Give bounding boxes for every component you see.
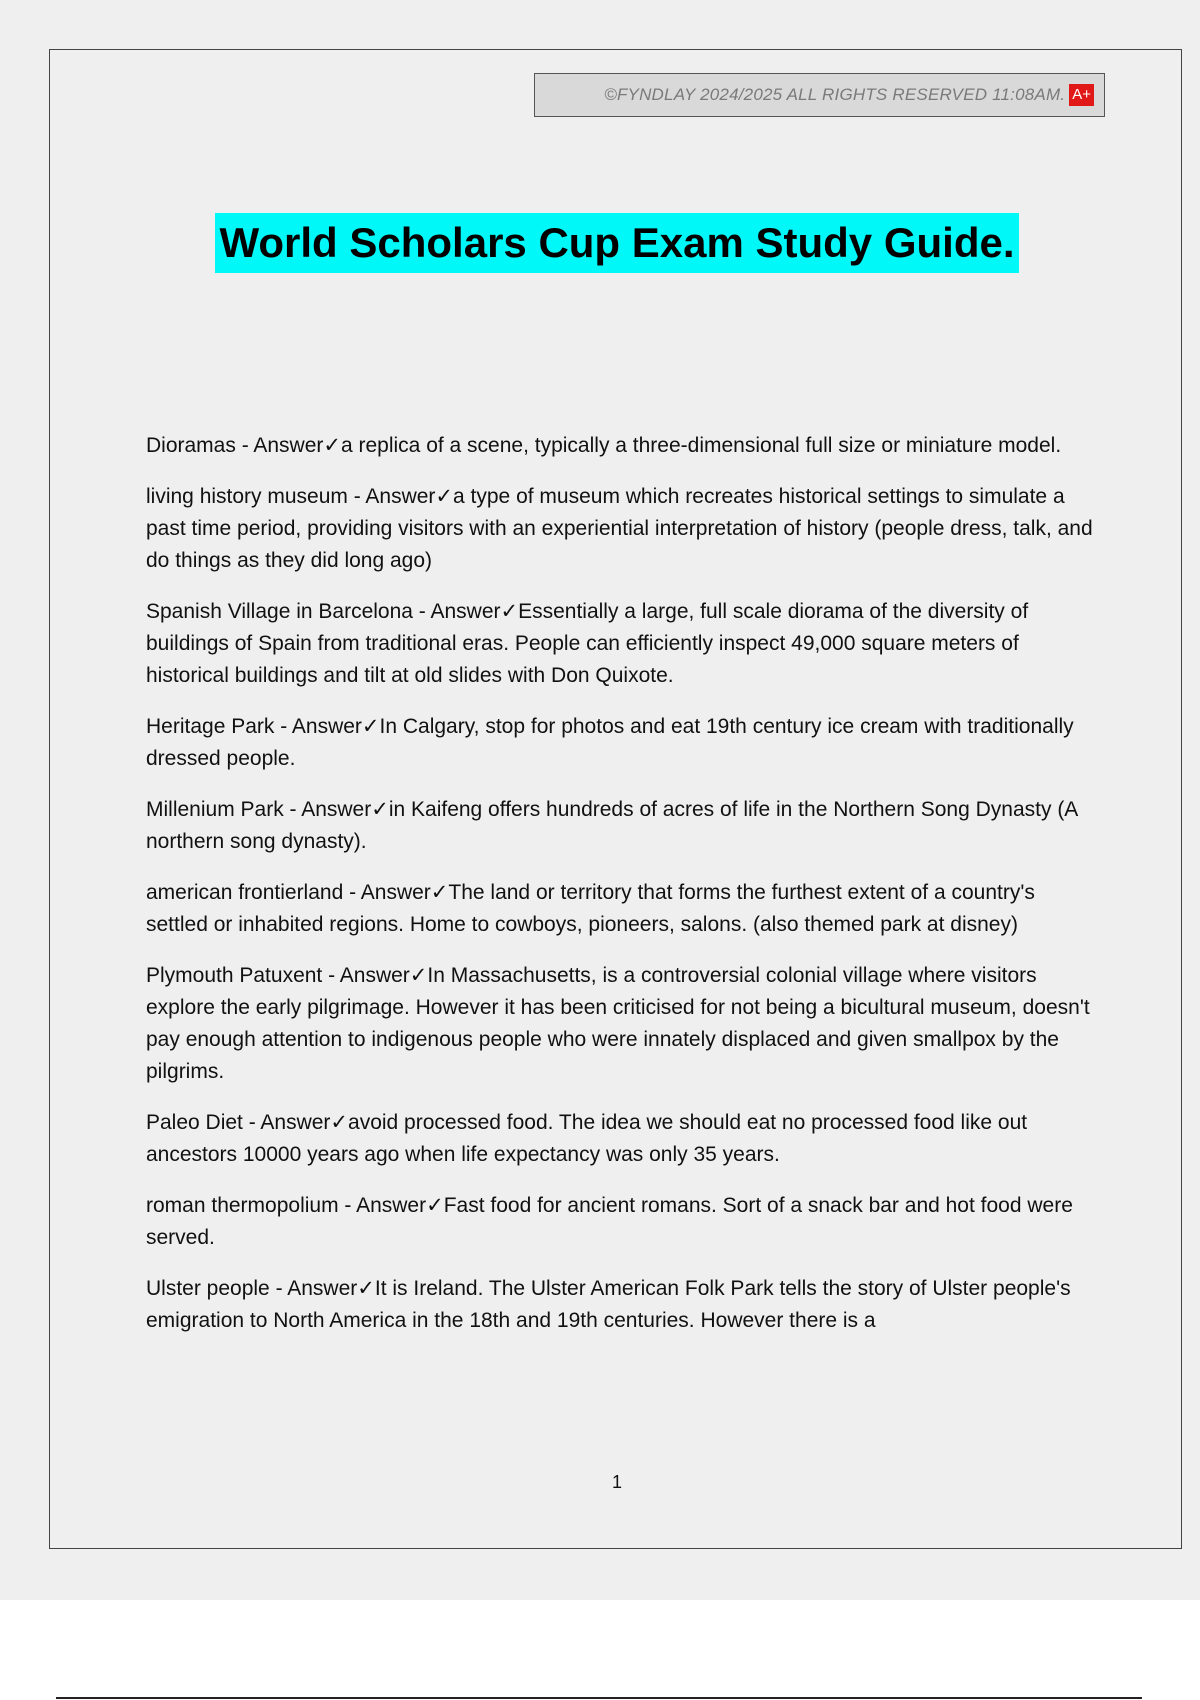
entry-ulster-people: Ulster people - Answer✓It is Ireland. The Ulster American Folk Park tells the story of Ulster people's emigration to North America in the 18th and 19th centuries. However there is a [146, 1277, 1071, 1332]
study-entries [146, 430, 1096, 1356]
entry-millenium-park: Millenium Park - Answer✓in Kaifeng offers hundreds of acres of life in the Northern Song Dynasty (A northern song dynasty). [146, 798, 1078, 853]
entry-heritage-park: Heritage Park - Answer✓In Calgary, stop for photos and eat 19th century ice cream with traditionally dressed people. [146, 715, 1074, 770]
page-number: 1 [611, 1472, 622, 1492]
entry-spanish-village: Spanish Village in Barcelona - Answer✓Essentially a large, full scale diorama of the diversity of buildings of Spain from traditional eras. People can efficiently inspect 49,000 square meters of historical buildings and tilt at old slides with Don Quixote. [146, 600, 1029, 687]
entry-plymouth-patuxent: Plymouth Patuxent - Answer✓In Massachusetts, is a controversial colonial village where visitors explore the early pilgrimage. However it has been criticised for not being a bicultural museum, doesn't pay enough attention to indigenous people who were innately displaced and given smallpox by the pilgrims. [146, 964, 1090, 1083]
entry-roman-thermopolium: roman thermopolium - Answer✓Fast food for ancient romans. Sort of a snack bar and hot food were served. [146, 1194, 1073, 1249]
bottom-divider [56, 1697, 1142, 1699]
copyright-watermark [534, 73, 1105, 117]
document-title: World Scholars Cup Exam Study Guide. [215, 213, 1018, 273]
entry-dioramas: Dioramas - Answer✓a replica of a scene, typically a three-dimensional full size or miniature model. [146, 434, 1062, 457]
title-container [0, 213, 1200, 273]
entry-living-history-museum: living history museum - Answer✓a type of museum which recreates historical settings to simulate a past time period, providing visitors with an experiential interpretation of history (people dress, talk, and do things as they did long ago) [146, 485, 1093, 572]
entry-paleo-diet: Paleo Diet - Answer✓avoid processed food. The idea we should eat no processed food like out ancestors 10000 years ago when life expectancy was only 35 years. [146, 1111, 1028, 1166]
entry-american-frontierland: american frontierland - Answer✓The land or territory that forms the furthest extent of a country's settled or inhabited regions. Home to cowboys, pioneers, salons. (also themed park at disney) [146, 881, 1035, 936]
grade-badge: A+ [1069, 84, 1094, 106]
watermark-text: ©FYNDLAY 2024/2025 ALL RIGHTS RESERVED 11:08AM. [604, 85, 1066, 104]
